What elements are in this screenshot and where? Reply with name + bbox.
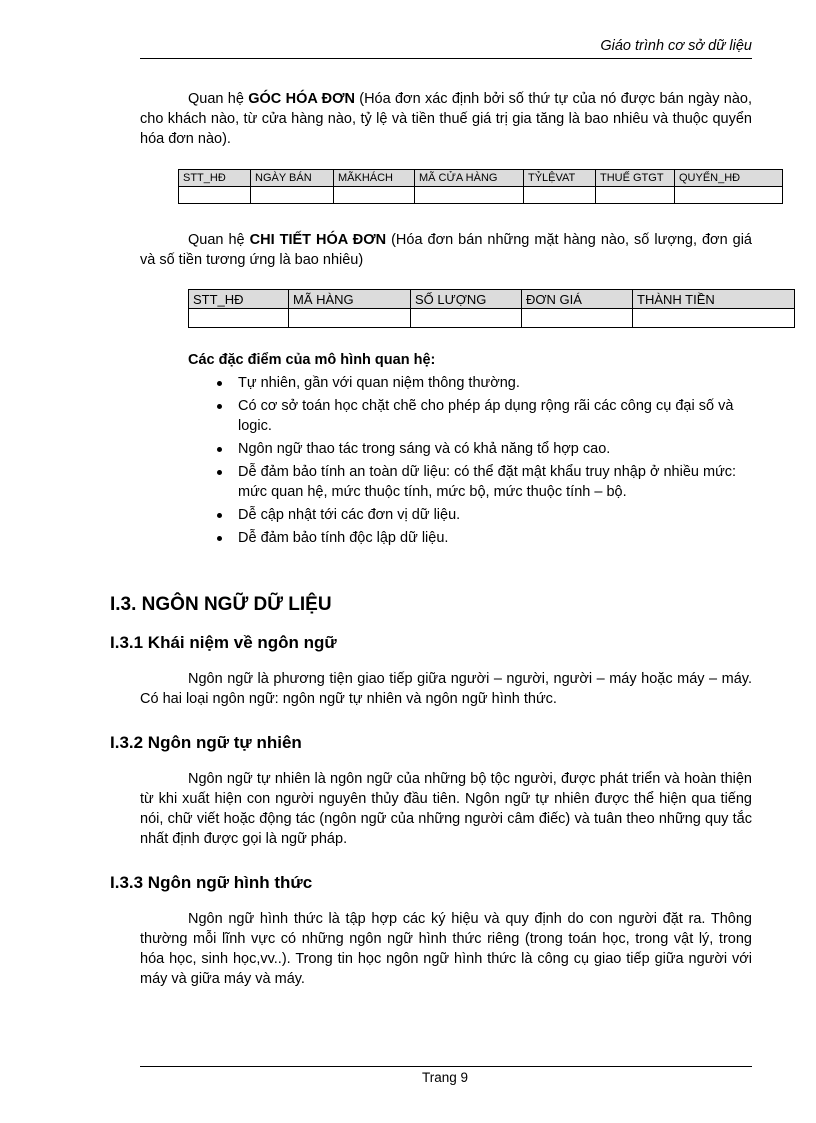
table-header-cell: STT_HĐ: [179, 170, 251, 187]
table-header-cell: ĐƠN GIÁ: [522, 290, 633, 309]
table-header-cell: THÀNH TIỀN: [633, 290, 795, 309]
bullet-icon: [217, 447, 222, 452]
bullet-icon: [217, 513, 222, 518]
table-cell: [289, 309, 411, 328]
subsection-title: I.3.1 Khái niệm về ngôn ngữ: [110, 633, 337, 652]
subsection-title: I.3.2 Ngôn ngữ tự nhiên: [110, 733, 302, 752]
table-cell: [251, 187, 334, 204]
list-item: [212, 528, 752, 548]
table-header-cell: THUẾ GTGT: [596, 170, 675, 187]
table-header-cell: SỐ LƯỢNG: [411, 290, 522, 309]
bullet-icon: [217, 404, 222, 409]
table-header-cell: TỶLỆVAT: [524, 170, 596, 187]
subsection-paragraph: [140, 769, 752, 849]
list-item: [212, 462, 752, 502]
table-cell: [189, 309, 289, 328]
list-item-text: Có cơ sở toán học chặt chẽ cho phép áp dụng rộng rãi các công cụ đại số và logic.: [238, 398, 734, 434]
table-cell: [522, 309, 633, 328]
page-number: Trang 9: [421, 1070, 469, 1085]
features-list: [212, 373, 752, 551]
chi-tiet-name: CHI TIẾT HÓA ĐƠN: [249, 232, 387, 248]
table-header-cell: STT_HĐ: [189, 290, 289, 309]
table-cell: [334, 187, 415, 204]
table-cell: [675, 187, 783, 204]
table-header-cell: MÃ HÀNG: [289, 290, 411, 309]
table-cell: [633, 309, 795, 328]
bullet-icon: [217, 470, 222, 475]
list-item-text: Dễ đảm bảo tính an toàn dữ liệu: có thể đặt mật khẩu truy nhập ở nhiều mức: mức quan hệ, mức thuộc tính, mức bộ, mức thuộc tính – bộ.: [238, 464, 737, 500]
subsection-text: Ngôn ngữ hình thức là tập hợp các ký hiệu và quy định do con người đặt ra. Thông thường mỗi lĩnh vực có những ngôn ngữ hình thức riêng (trong toán học, trong vật lý, trong hóa học, sinh học,vv..). Trong tin học ngôn ngữ hình thức là công cụ giao tiếp giữa người với máy và giữa máy và máy.: [140, 911, 752, 987]
list-item-text: Dễ đảm bảo tính độc lập dữ liệu.: [238, 530, 449, 546]
goc-hoa-don-prefix: Quan hệ: [188, 91, 249, 107]
goc-hoa-don-table: [178, 169, 783, 204]
table-cell: [411, 309, 522, 328]
section-title: I.3. NGÔN NGỮ DỮ LIỆU: [110, 594, 332, 615]
subsection-text: Ngôn ngữ là phương tiện giao tiếp giữa người – người, người – máy hoặc máy – máy. Có hai loại ngôn ngữ: ngôn ngữ tự nhiên và ngôn ngữ hình thức.: [140, 671, 752, 707]
list-item: [212, 396, 752, 436]
subsection-title: I.3.3 Ngôn ngữ hình thức: [110, 873, 313, 892]
goc-hoa-don-paragraph: [140, 89, 752, 149]
table-cell: [596, 187, 675, 204]
goc-hoa-don-name: GÓC HÓA ĐƠN: [248, 91, 355, 107]
chi-tiet-hoa-don-paragraph: [140, 230, 752, 270]
header-rule: [140, 58, 752, 59]
list-item-text: Dễ cập nhật tới các đơn vị dữ liệu.: [238, 507, 461, 523]
bullet-icon: [217, 381, 222, 386]
footer-rule: [140, 1066, 752, 1067]
table-header-cell: MÃKHÁCH: [334, 170, 415, 187]
subsection-paragraph: [140, 669, 752, 709]
running-header: Giáo trình cơ sở dữ liệu: [600, 38, 752, 54]
features-heading: Các đặc điểm của mô hình quan hệ:: [188, 352, 436, 368]
subsection-text: Ngôn ngữ tự nhiên là ngôn ngữ của những bộ tộc người, được phát triển và hoàn thiện từ khi xuất hiện con người nguyên thủy đầu tiên. Ngôn ngữ tự nhiên được thể hiện qua tiếng nói, chữ viết hoặc động tác (ngôn ngữ của những người câm điếc) và tuân theo những quy tắc nhất định được gọi là ngữ pháp.: [140, 771, 752, 847]
chi-tiet-prefix: Quan hệ: [188, 232, 250, 248]
list-item: [212, 439, 752, 459]
goc-hoa-don-description: (Hóa đơn xác định bởi số thứ tự của nó được bán ngày nào, cho khách nào, từ cửa hàng nào, tỷ lệ và tiền thuế giá trị gia tăng là bao nhiêu và thuộc quyển hóa đơn nào).: [140, 91, 752, 147]
list-item-text: Ngôn ngữ thao tác trong sáng và có khả năng tổ hợp cao.: [238, 441, 611, 457]
bullet-icon: [217, 536, 222, 541]
list-item: [212, 505, 752, 525]
table-cell: [524, 187, 596, 204]
table-cell: [179, 187, 251, 204]
table-header-cell: NGÀY BÁN: [251, 170, 334, 187]
table-header-cell: MÃ CỬA HÀNG: [415, 170, 524, 187]
table-header-cell: QUYỂN_HĐ: [675, 170, 783, 187]
list-item: [212, 373, 752, 393]
subsection-paragraph: [140, 909, 752, 989]
chi-tiet-hoa-don-table: [188, 289, 795, 328]
table-cell: [415, 187, 524, 204]
list-item-text: Tự nhiên, gần với quan niệm thông thường.: [238, 375, 520, 391]
chi-tiet-description: (Hóa đơn bán những mặt hàng nào, số lượng, đơn giá và số tiền tương ứng là bao nhiêu): [140, 232, 752, 268]
